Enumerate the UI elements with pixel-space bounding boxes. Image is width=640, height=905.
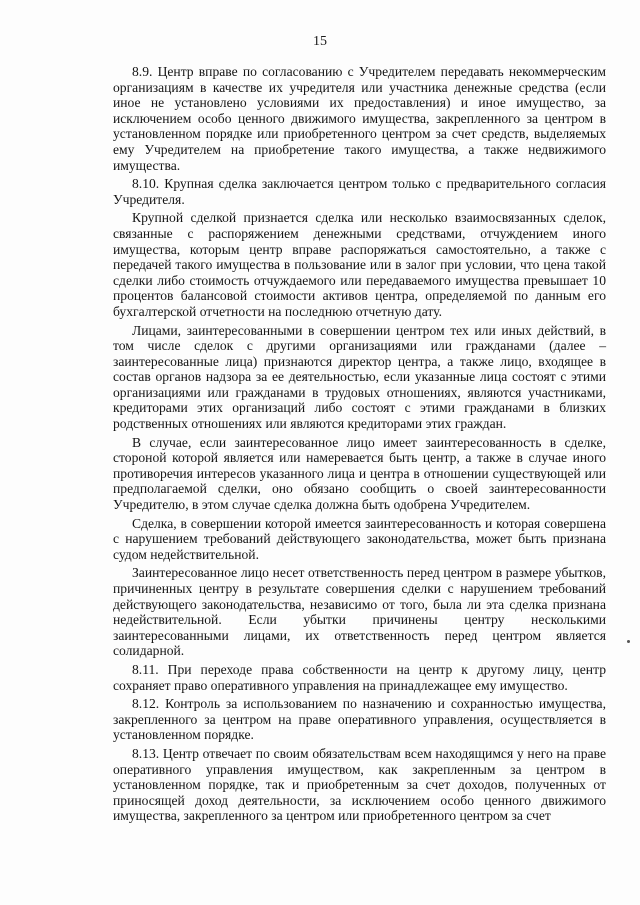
paragraph-8-12: 8.12. Контроль за использованием по назначению и сохранностью имущества, закрепленного за центром на праве оперативного управления, осуществляется в установленном порядке.	[113, 696, 606, 743]
document-body	[113, 64, 606, 827]
paragraph-8-10: 8.10. Крупная сделка заключается центром только с предварительного согласия Учредителя.	[113, 176, 606, 207]
paragraph-conflict-of-interest: В случае, если заинтересованное лицо имеет заинтересованность в сделке, стороной которой является или намеревается быть центр, а также в случае иного противоречия интересов указанного лица и центра в отношении существующей или предполагаемой сделки, оно обязано сообщить о своей заинтересованности Учредителю, в этом случае сделка должна быть одобрена Учредителем.	[113, 434, 606, 513]
paragraph-8-11: 8.11. При переходе права собственности на центр к другому лицу, центр сохраняет право оперативного управления на принадлежащее ему имущество.	[113, 661, 606, 693]
paragraph-liability: Заинтересованное лицо несет ответственность перед центром в размере убытков, причиненных центру в результате совершения сделки с нарушением требований действующего законодательства, независимо от того, была ли эта сделка признана недействительной. Если убытки причинены центру несколькими заинтересованными лицами, их ответственность перед центром является солидарной.	[113, 565, 606, 659]
paragraph-major-deal-definition: Крупной сделкой признается сделка или несколько взаимосвязанных сделок, связанные с распоряжением денежными средствами, отчуждением иного имущества, которым центр вправе распоряжаться самостоятельно, а также с передачей такого имущества в пользование или в залог при условии, что цена такой сделки либо стоимость отчуждаемого или передаваемого имущества превышает 10 процентов балансовой стоимости активов центра, определяемой по данным его бухгалтерской отчетности на последнюю отчетную дату.	[113, 210, 606, 319]
scan-speck	[627, 640, 630, 643]
page-number: 15	[313, 34, 327, 49]
paragraph-interested-persons: Лицами, заинтересованными в совершении центром тех или иных действий, в том числе сделок с другими организациями или гражданами (далее – заинтересованные лица) признаются директор центра, а также лицо, входящее в состав органов надзора за ее деятельностью, если указанные лица состоят с этими организациями или гражданами в трудовых отношениях, являются участниками, кредиторами этих организаций либо состоят с этими гражданами в близких родственных отношениях или являются кредиторами этих граждан.	[113, 322, 606, 432]
paragraph-invalid-deal: Сделка, в совершении которой имеется заинтересованность и которая совершена с нарушением требований действующего законодательства, может быть признана судом недействительной.	[113, 515, 606, 562]
paragraph-8-13: 8.13. Центр отвечает по своим обязательствам всем находящимся у него на праве оперативного управления имуществом, как закрепленным за центром в установленном порядке, так и приобретенным за счет доходов, полученных от приносящей доход деятельности, за исключением особо ценного движимого имущества, закрепленного за центром или приобретенного центром за счет	[113, 745, 606, 824]
paragraph-8-9: 8.9. Центр вправе по согласованию с Учредителем передавать некоммерческим организациям в качестве их учредителя или участника денежные средства (если иное не установлено условиями их предоставления) и иное имущество, за исключением особо ценного движимого имущества, закрепленного за центром в установленном порядке или приобретенного центром за счет средств, выделяемых ему Учредителем на приобретение такого имущества, а также недвижимого имущества.	[113, 64, 606, 173]
